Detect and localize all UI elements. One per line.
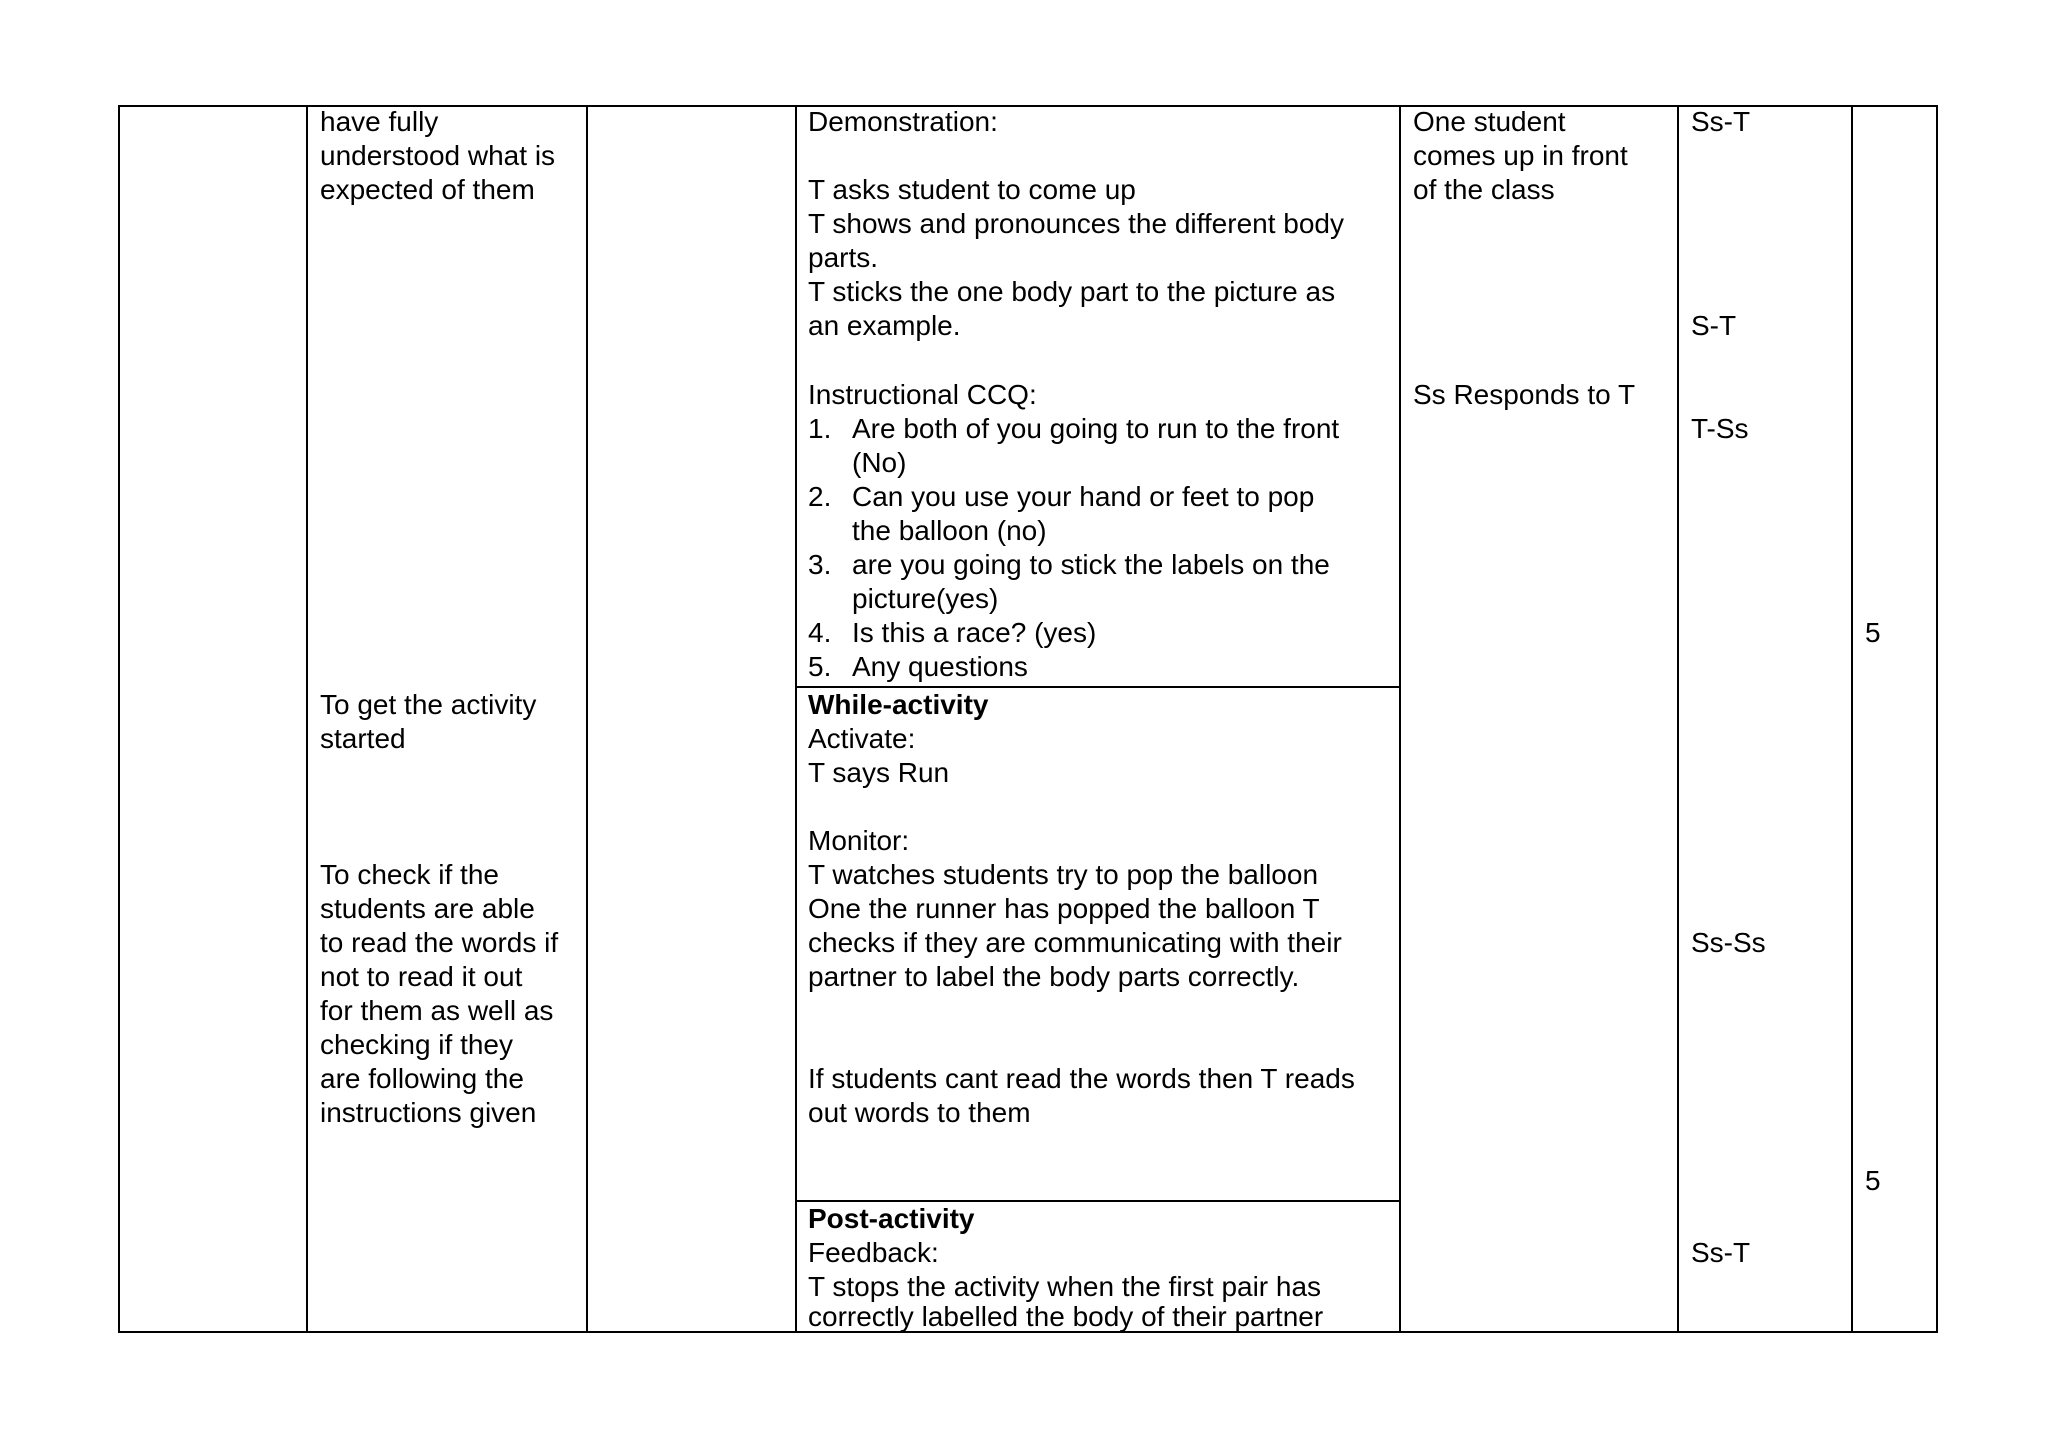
interaction-pattern: T-Ss	[1691, 413, 1749, 444]
procedure-line: T says Run	[808, 757, 950, 788]
ccq-item	[808, 480, 1388, 548]
purpose-line: are following the	[320, 1063, 524, 1094]
ccq-number: 4.	[808, 617, 832, 648]
purpose-line: expected of them	[320, 174, 535, 205]
procedure-line: One the runner has popped the balloon T	[808, 893, 1320, 924]
procedure-line: T watches students try to pop the balloon	[808, 859, 1319, 890]
monitor-heading: Monitor:	[808, 825, 910, 856]
post-activity-heading: Post-activity	[808, 1203, 975, 1234]
purpose-line: not to read it out	[320, 961, 523, 992]
lesson-plan-table	[118, 105, 1938, 1333]
interaction-pattern: Ss-T	[1691, 1237, 1751, 1268]
feedback-heading: Feedback:	[808, 1237, 939, 1268]
procedure-line: T sticks the one body part to the picture as	[808, 276, 1336, 307]
student-action-line: comes up in front	[1413, 140, 1628, 171]
procedure-line: If students cant read the words then T reads	[808, 1063, 1355, 1094]
ccq-item	[808, 548, 1388, 616]
purpose-line: checking if they	[320, 1029, 513, 1060]
ccq-number: 1.	[808, 413, 832, 444]
interaction-pattern: Ss-Ss	[1691, 927, 1766, 958]
ccq-item	[808, 616, 1388, 650]
procedure-line: out words to them	[808, 1097, 1031, 1128]
ccq-heading: Instructional CCQ:	[808, 379, 1037, 410]
ccq-item	[808, 650, 1388, 684]
purpose-line: To get the activity	[320, 689, 537, 720]
column-divider	[1399, 107, 1401, 1331]
time-minutes: 5	[1865, 1165, 1881, 1196]
student-action-line: One student	[1413, 106, 1566, 137]
ccq-text: picture(yes)	[852, 583, 999, 614]
ccq-text: Can you use your hand or feet to pop	[852, 481, 1315, 512]
ccq-number: 5.	[808, 651, 832, 682]
activate-heading: Activate:	[808, 723, 916, 754]
student-action-line: Ss Responds to T	[1413, 379, 1636, 410]
column-divider	[586, 107, 588, 1331]
procedure-line: an example.	[808, 310, 961, 341]
ccq-text: Is this a race? (yes)	[852, 617, 1097, 648]
purpose-line: for them as well as	[320, 995, 554, 1026]
while-activity-heading: While-activity	[808, 689, 989, 720]
ccq-text: Any questions	[852, 651, 1028, 682]
purpose-line: students are able	[320, 893, 535, 924]
time-minutes: 5	[1865, 617, 1881, 648]
student-action-line: of the class	[1413, 174, 1555, 205]
column-divider	[1851, 107, 1853, 1331]
purpose-line: started	[320, 723, 406, 754]
ccq-text: Are both of you going to run to the front	[852, 413, 1340, 444]
procedure-line: partner to label the body parts correctly.	[808, 961, 1300, 992]
ccq-item	[808, 412, 1388, 480]
ccq-text: the balloon (no)	[852, 515, 1047, 546]
ccq-number: 2.	[808, 481, 832, 512]
purpose-line: To check if the	[320, 859, 499, 890]
column-divider	[306, 107, 308, 1331]
procedure-line: T asks student to come up	[808, 174, 1136, 205]
interaction-pattern: S-T	[1691, 310, 1737, 341]
procedure-line: T shows and pronounces the different body	[808, 208, 1344, 239]
purpose-line: instructions given	[320, 1097, 537, 1128]
ccq-text: are you going to stick the labels on the	[852, 549, 1330, 580]
column-divider	[795, 107, 797, 1331]
procedure-line: checks if they are communicating with their	[808, 927, 1342, 958]
purpose-line: to read the words if	[320, 927, 559, 958]
purpose-line: have fully	[320, 106, 439, 137]
procedure-line: parts.	[808, 242, 879, 273]
purpose-line: understood what is	[320, 140, 556, 171]
procedure-line: correctly labelled the body of their partner	[808, 1301, 1324, 1332]
procedure-line: T stops the activity when the first pair has	[808, 1271, 1322, 1302]
demonstration-heading: Demonstration:	[808, 106, 998, 137]
ccq-number: 3.	[808, 549, 832, 580]
ccq-text: (No)	[852, 447, 907, 478]
interaction-pattern: Ss-T	[1691, 106, 1751, 137]
column-divider	[1677, 107, 1679, 1331]
